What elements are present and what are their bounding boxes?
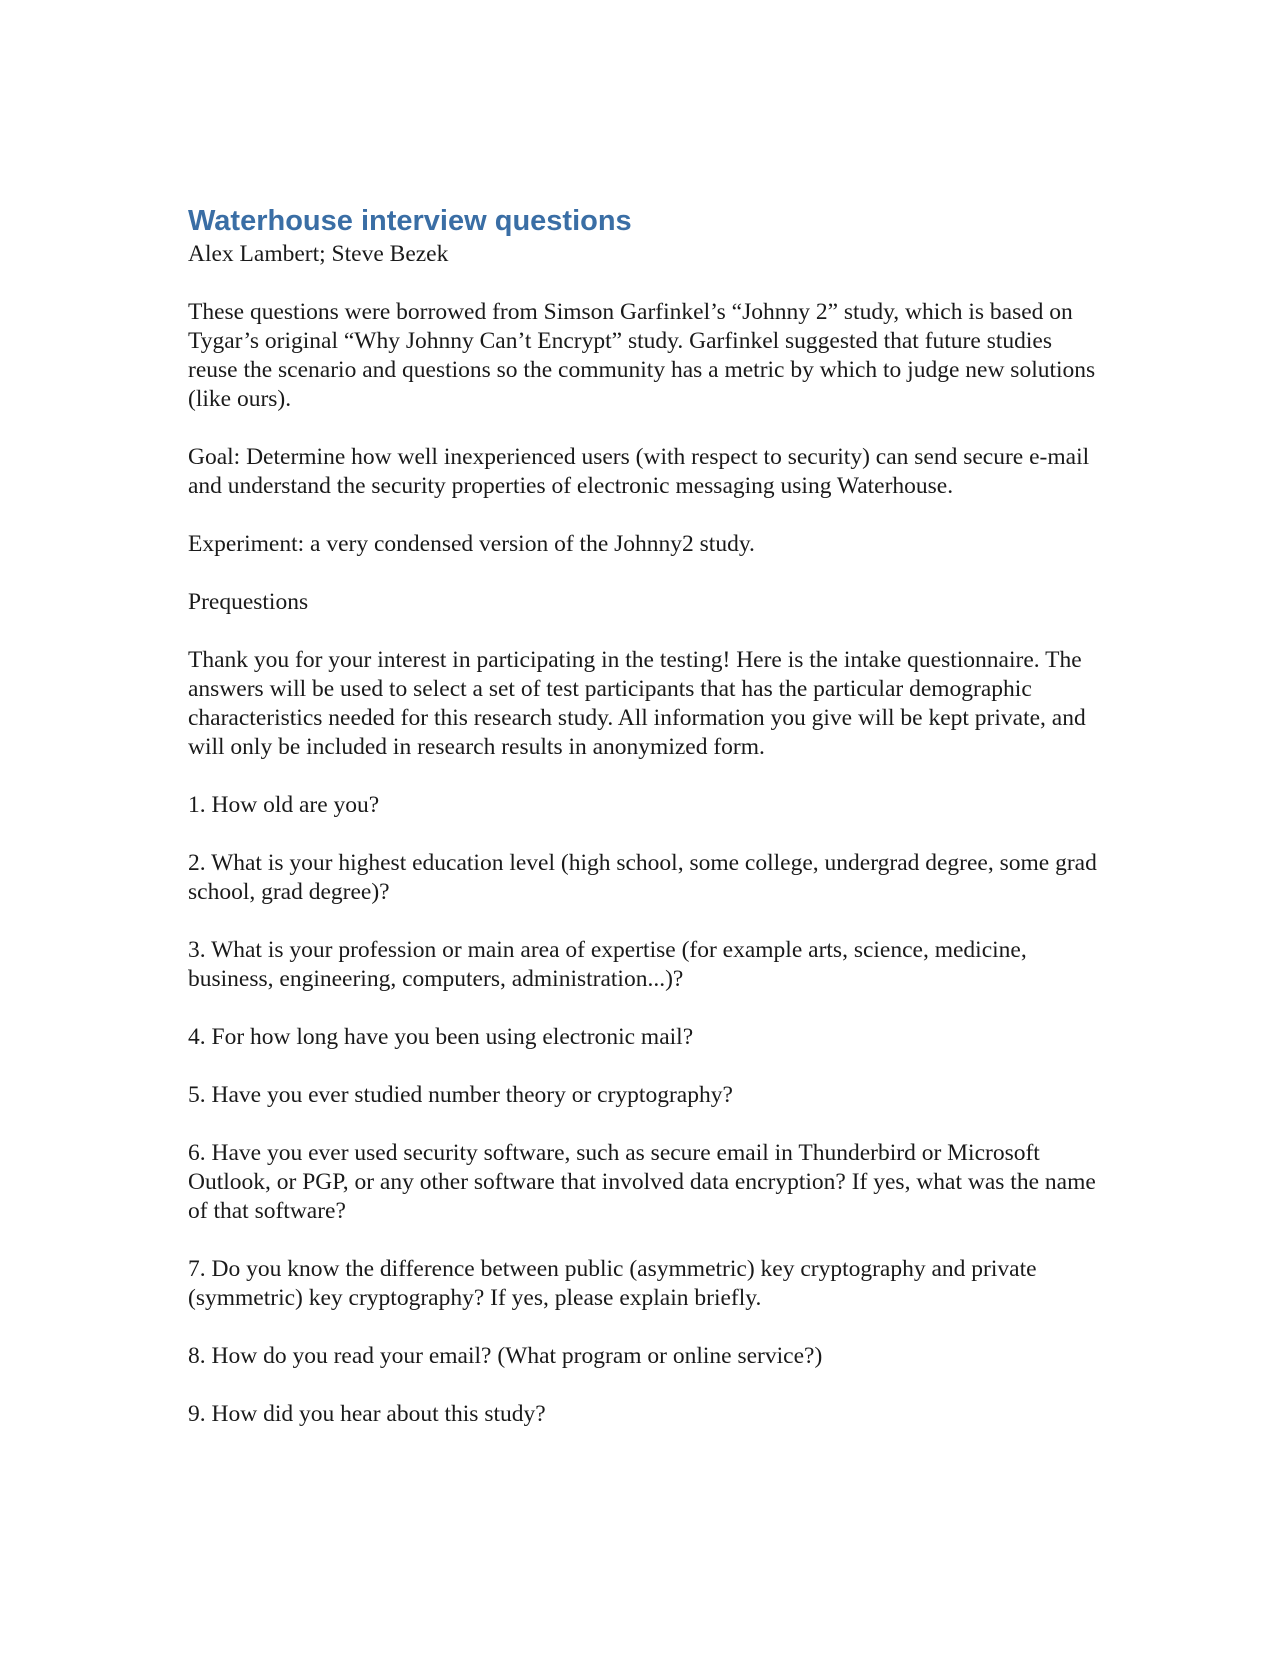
question-item: 2. What is your highest education level (high school, some college, undergrad degree, some grad school, grad degree)? <box>188 850 1097 905</box>
question-list <box>188 791 1098 1429</box>
question-item: 7. Do you know the difference between public (asymmetric) key cryptography and private (symmetric) key cryptography? If yes, please explain briefly. <box>188 1256 1037 1311</box>
goal-paragraph: Goal: Determine how well inexperienced users (with respect to security) can send secure e-mail and understand the security properties of electronic messaging using Waterhouse. <box>188 444 1090 499</box>
document-title: Waterhouse interview questions <box>188 205 632 237</box>
thank-you-paragraph: Thank you for your interest in participating in the testing! Here is the intake questionnaire. The answers will be used to select a set of test participants that has the particular demographic characteristics needed for this research study. All information you give will be kept private, and will only be included in research results in anonymized form. <box>188 647 1086 760</box>
experiment-paragraph: Experiment: a very condensed version of the Johnny2 study. <box>188 531 755 557</box>
question-item: 4. For how long have you been using electronic mail? <box>188 1024 694 1050</box>
section-heading: Prequestions <box>188 589 309 615</box>
document-page <box>188 202 1098 1458</box>
question-item: 5. Have you ever studied number theory or cryptography? <box>188 1082 733 1108</box>
question-item: 9. How did you hear about this study? <box>188 1401 546 1427</box>
document-authors: Alex Lambert; Steve Bezek <box>188 241 449 267</box>
question-item: 1. How old are you? <box>188 792 380 818</box>
question-item: 3. What is your profession or main area of expertise (for example arts, science, medicine, business, engineering, computers, administration...)? <box>188 937 1027 992</box>
question-item: 6. Have you ever used security software, such as secure email in Thunderbird or Microsoft Outlook, or PGP, or any other software that involved data encryption? If yes, what was the name of that software? <box>188 1140 1096 1224</box>
question-item: 8. How do you read your email? (What program or online service?) <box>188 1343 823 1369</box>
intro-paragraph: These questions were borrowed from Simson Garfinkel’s “Johnny 2” study, which is based on Tygar’s original “Why Johnny Can’t Encrypt” study. Garfinkel suggested that future studies reuse the scenario and questions so the community has a metric by which to judge new solutions (like ours). <box>188 299 1096 412</box>
